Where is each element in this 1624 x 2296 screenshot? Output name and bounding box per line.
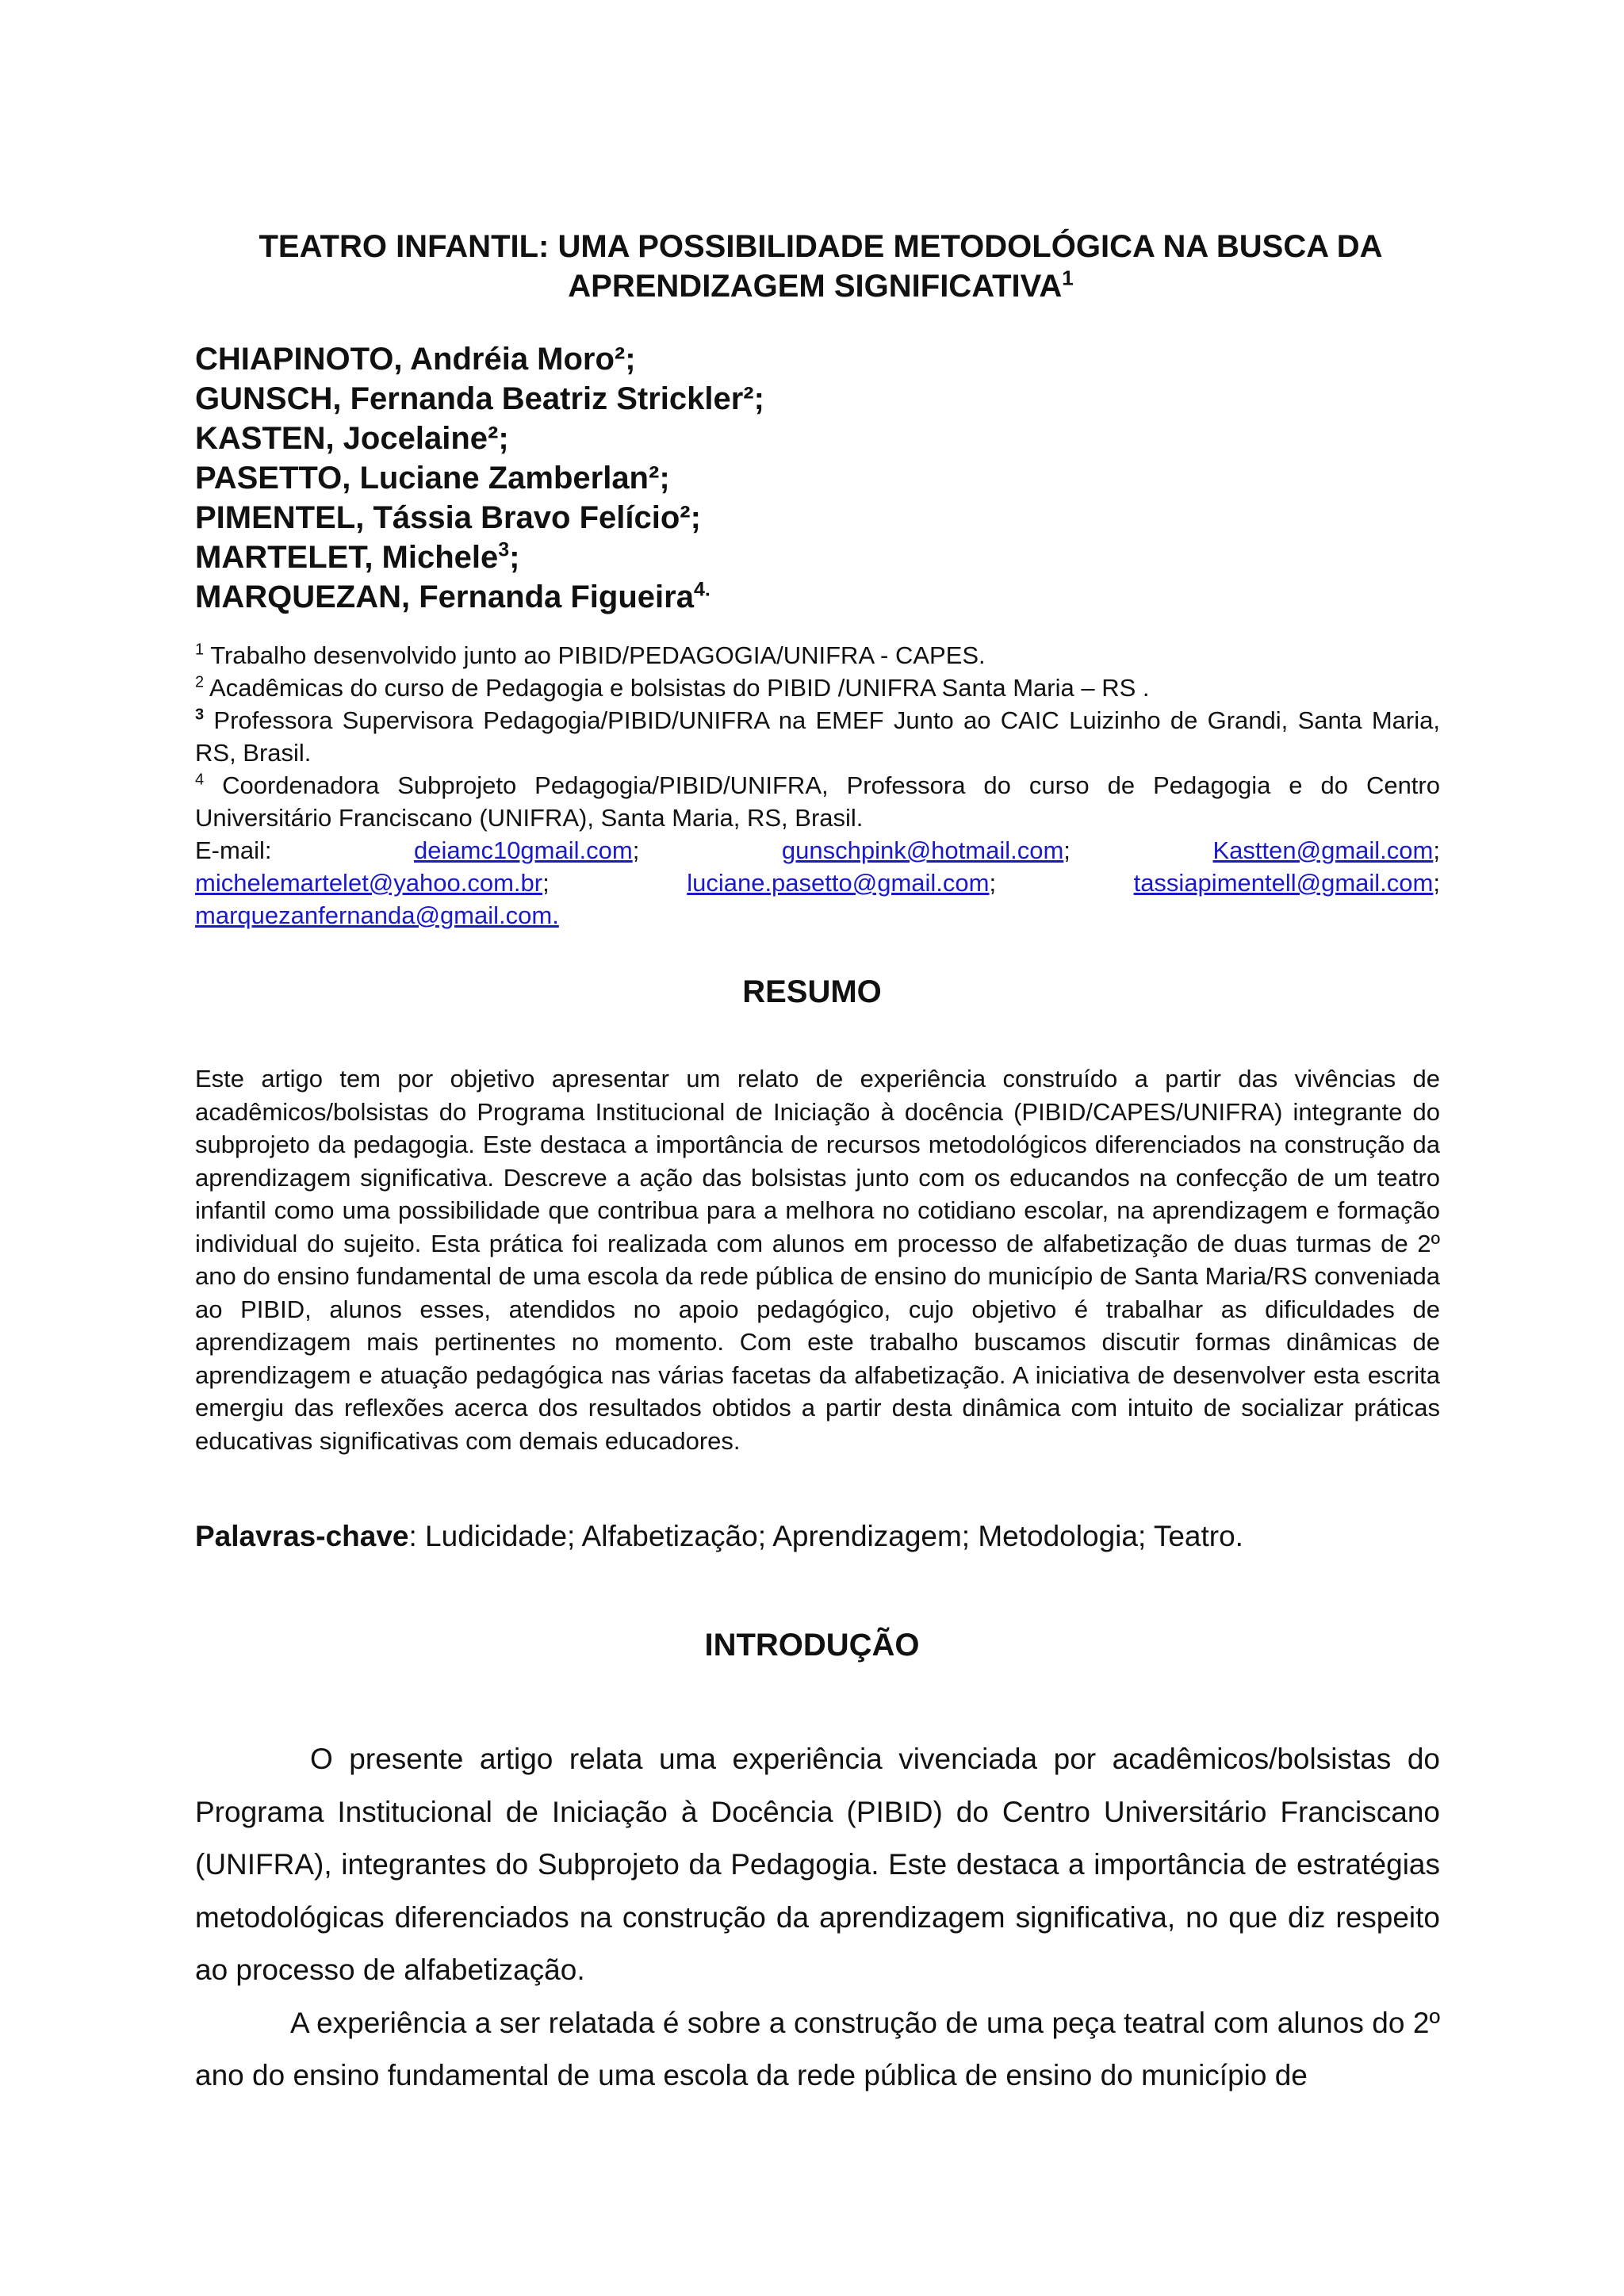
author-list bbox=[195, 339, 1464, 617]
keywords-label: Palavras-chave bbox=[195, 1520, 409, 1552]
abstract bbox=[195, 1062, 1440, 1457]
footnote-2: $^2$ Acadêmicas do curso de Pedagogia e bolsistas do PIBID /UNIFRA Santa Maria – RS . bbox=[195, 673, 1150, 702]
author: CHIAPINOTO, Andréia Moro²; bbox=[195, 342, 636, 377]
email-row-3 bbox=[195, 899, 1440, 932]
title-footnote-mark: 1 bbox=[1062, 266, 1074, 290]
keywords-list: : Ludicidade; Alfabetização; Aprendizagem; Metodologia; Teatro. bbox=[408, 1520, 1243, 1552]
footnote-3: $^3$ Professora Supervisora Pedagogia/PIBID/UNIFRA na EMEF Junto ao CAIC Luizinho de Grandi, Santa Maria, RS, Brasil. bbox=[195, 706, 1440, 767]
email-link[interactable]: marquezanfernanda@gmail.com. bbox=[195, 901, 559, 929]
email-label: E-mail: bbox=[195, 836, 272, 864]
email-link[interactable]: Kastten@gmail.com bbox=[1212, 836, 1434, 864]
author-footnote-mark: 4. bbox=[693, 578, 710, 601]
author: PIMENTEL, Tássia Bravo Felício²; bbox=[195, 500, 701, 535]
paper-title bbox=[198, 227, 1443, 306]
email-row-1: E-mail: deiamc10gmail.com; gunschpink@hotmail.com; Kastten@gmail.com; bbox=[195, 834, 1440, 867]
author: MARQUEZAN, Fernanda Figueira$^{4.}$ bbox=[195, 578, 710, 614]
author: GUNSCH, Fernanda Beatriz Strickler²; bbox=[195, 381, 764, 416]
email-link[interactable]: tassiapimentell@gmail.com bbox=[1133, 869, 1434, 897]
abstract-text: Este artigo tem por objetivo apresentar um relato de experiência construído a partir das vivências de acadêmicos/bolsistas do Programa Institucional de Iniciação à docência (PIBID/CAPES/UNIFRA) integrante do subprojeto da pedagogia. Este destaca a importância de recursos metodológicos diferenciados na construção da aprendizagem significativa. Descreve a ação das bolsistas junto com os educandos na confecção de um teatro infantil como uma possibilidade que contribua para a melhora no cotidiano escolar, na aprendizagem e formação individual do sujeito. Esta prática foi realizada com alunos em processo de alfabetização de duas turmas de 2º ano do ensino fundamental de uma escola da rede pública de ensino do município de Santa Maria/RS conveniada ao PIBID, alunos esses, atendidos no apoio pedagógico, cujo objetivo é trabalhar as dificuldades de aprendizagem mais pertinentes no momento. Com este trabalho buscamos discutir formas dinâmicas de aprendizagem e atuação pedagógica nas várias facetas da alfabetização. A iniciativa de desenvolver esta escrita emergiu das reflexões acerca dos resultados obtidos a partir desta dinâmica com intuito de socializar práticas educativas significativas com demais educadores. bbox=[195, 1065, 1440, 1455]
footnote-1: $^1$ Trabalho desenvolvido junto ao PIBID/PEDAGOGIA/UNIFRA - CAPES. bbox=[195, 641, 986, 669]
email-link[interactable]: gunschpink@hotmail.com bbox=[781, 836, 1064, 864]
author: KASTEN, Jocelaine²; bbox=[195, 421, 509, 456]
title-line-1: TEATRO INFANTIL: UMA POSSIBILIDADE METODOLÓGICA NA BUSCA DA bbox=[259, 229, 1383, 264]
email-row-2: michelemartelet@yahoo.com.br; luciane.pasetto@gmail.com; tassiapimentell@gmail.com; bbox=[195, 869, 1440, 897]
section-heading-resumo: RESUMO bbox=[742, 974, 882, 1009]
author-footnote-mark: 3 bbox=[498, 538, 510, 561]
email-link[interactable]: luciane.pasetto@gmail.com bbox=[687, 869, 990, 897]
paragraph: A experiência a ser relatada é sobre a construção de uma peça teatral com alunos do 2º ano do ensino fundamental de uma escola da rede pública de ensino do município de bbox=[195, 2006, 1440, 2091]
author: MARTELET, Michele$^3$; bbox=[195, 538, 520, 575]
footnote-4: $^4$ Coordenadora Subprojeto Pedagogia/PIBID/UNIFRA, Professora do curso de Pedagogia e do Centro Universitário Franciscano (UNIFRA), Santa Maria, RS, Brasil. bbox=[195, 771, 1440, 832]
paragraph: O presente artigo relata uma experiência vivenciada por acadêmicos/bolsistas do Programa Institucional de Iniciação à Docência (PIBID) do Centro Universitário Franciscano (UNIFRA), integrantes do Subprojeto da Pedagogia. Este destaca a importância de estratégias metodológicas diferenciados na construção da aprendizagem significativa, no que diz respeito ao processo de alfabetização. bbox=[195, 1743, 1440, 1986]
introduction-body bbox=[195, 1733, 1440, 2103]
keywords bbox=[195, 1518, 1440, 1555]
section-heading-introducao: INTRODUÇÃO bbox=[704, 1628, 920, 1663]
email-link[interactable]: deiamc10gmail.com bbox=[414, 836, 633, 864]
author: PASETTO, Luciane Zamberlan²; bbox=[195, 461, 670, 496]
email-link[interactable]: michelemartelet@yahoo.com.br bbox=[195, 869, 543, 897]
footnotes bbox=[195, 639, 1440, 932]
title-line-2: APRENDIZAGEM SIGNIFICATIVA$^1$ bbox=[568, 266, 1074, 304]
